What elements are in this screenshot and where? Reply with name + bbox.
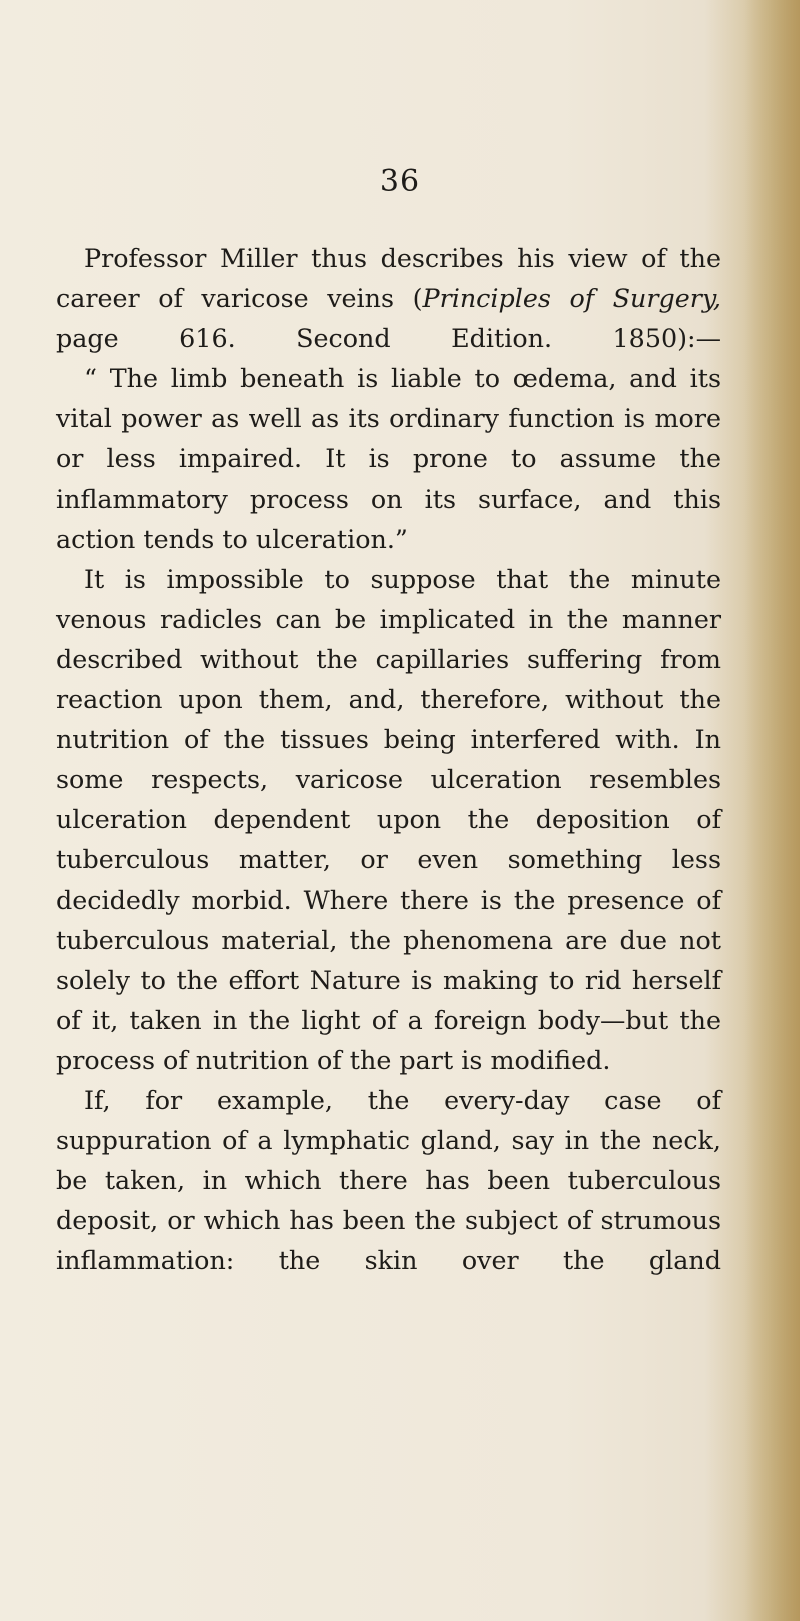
paragraph-1-before: Professor Miller thus describes his view of the career of varicose veins ( — [56, 243, 721, 314]
paragraph-1-after: page 616. Second Edition. 1850):— — [56, 323, 721, 354]
body-text — [56, 238, 721, 1280]
paragraph-2-quote: “ The limb beneath is liable to œdema, and its vital power as well as its ordinary function is more or less impaired. It is prone to assume the inflammatory process on its surface, and this action tends to ulceration.” — [56, 363, 721, 554]
paragraph-1 — [56, 238, 721, 358]
book-title-italic: Principles of Surgery, — [422, 283, 721, 314]
paragraph-3: It is impossible to suppose that the minute venous radicles can be implicated in the manner described without the capillaries suffering from reaction upon them, and, therefore, without the nutrition of the tissues being interfered with. In some respects, varicose ulceration resembles ulceration dependent upon the deposition of tuberculous matter, or even something less decidedly morbid. Where there is the presence of tuberculous material, the phenomena are due not solely to the effort Nature is making to rid herself of it, taken in the light of a foreign body—but the process of nutrition of the part is modified. — [56, 563, 721, 1075]
page-edge-shadow — [744, 0, 800, 1621]
paragraph-4: If, for example, the every-day case of suppuration of a lymphatic gland, say in the neck, be taken, in which there has been tuberculous deposit, or which has been the subject of strumous inflammation: the skin over the gland — [56, 1084, 721, 1276]
page-number: 36 — [379, 164, 421, 199]
